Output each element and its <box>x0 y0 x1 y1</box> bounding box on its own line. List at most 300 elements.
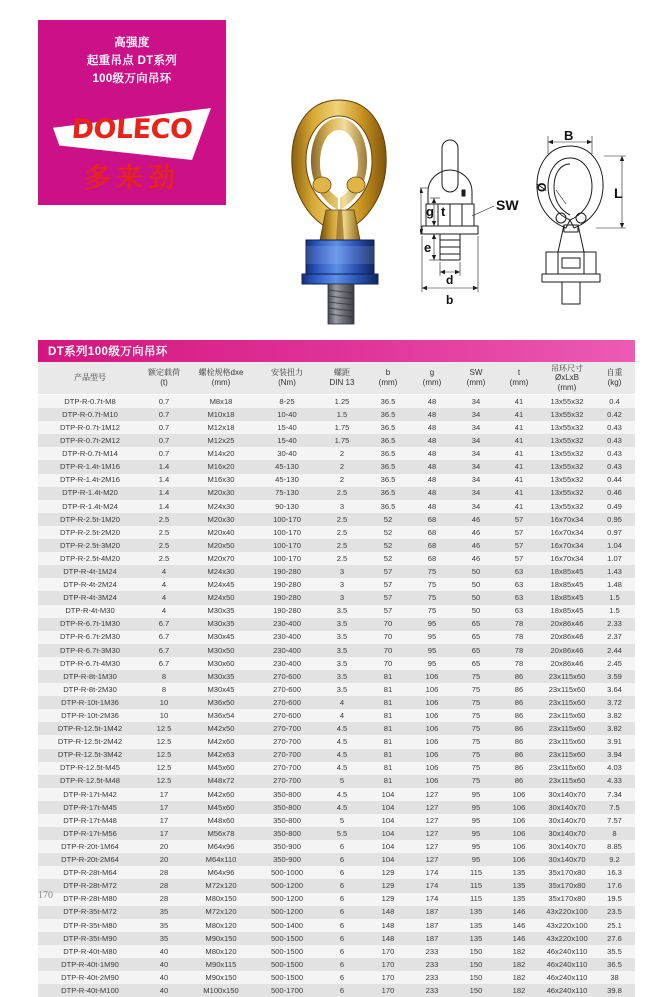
cell-bolt-spec: M90x150 <box>186 971 256 984</box>
cell-ring-size: 18x85x45 <box>540 565 594 578</box>
table-row <box>38 735 635 748</box>
cell-pitch: 6 <box>318 840 366 853</box>
table-row <box>38 644 635 657</box>
table-row <box>38 919 635 932</box>
cell-ring-size: 23x115x60 <box>540 683 594 696</box>
cell-torque: 270-600 <box>256 696 318 709</box>
cell-g: 48 <box>410 421 454 434</box>
cell-sw: 75 <box>454 670 498 683</box>
cell-bolt-spec: M48x60 <box>186 814 256 827</box>
col-header-weight: 自重 (kg) <box>594 362 635 395</box>
cell-ring-size: 18x85x45 <box>540 591 594 604</box>
cell-weight: 0.4 <box>594 395 635 409</box>
cell-wll: 1.4 <box>142 460 186 473</box>
cell-bolt-spec: M48x72 <box>186 775 256 788</box>
cell-weight: 8 <box>594 827 635 840</box>
cell-t: 135 <box>498 866 540 879</box>
cell-t: 135 <box>498 879 540 892</box>
cell-torque: 10-40 <box>256 408 318 421</box>
cell-ring-size: 16x70x34 <box>540 552 594 565</box>
cell-model: DTP-R-1.4t-M20 <box>38 487 142 500</box>
cell-g: 106 <box>410 696 454 709</box>
table-row <box>38 408 635 421</box>
cell-weight: 23.5 <box>594 906 635 919</box>
cell-torque: 45-130 <box>256 460 318 473</box>
cell-bolt-spec: M30x45 <box>186 683 256 696</box>
cell-torque: 270-700 <box>256 722 318 735</box>
cell-b: 36.5 <box>366 421 410 434</box>
cell-g: 187 <box>410 919 454 932</box>
cell-sw: 115 <box>454 879 498 892</box>
cell-t: 146 <box>498 906 540 919</box>
cell-bolt-spec: M20x40 <box>186 526 256 539</box>
cell-wll: 20 <box>142 853 186 866</box>
cell-weight: 2.37 <box>594 631 635 644</box>
cell-wll: 0.7 <box>142 395 186 409</box>
table-row <box>38 395 635 409</box>
cell-weight: 4.33 <box>594 775 635 788</box>
cell-ring-size: 13x55x32 <box>540 434 594 447</box>
table-row <box>38 460 635 473</box>
cell-b: 104 <box>366 788 410 801</box>
cell-t: 63 <box>498 578 540 591</box>
cell-torque: 270-700 <box>256 775 318 788</box>
label-diameter: Ø <box>535 183 549 192</box>
cell-bolt-spec: M24x30 <box>186 500 256 513</box>
cell-wll: 40 <box>142 958 186 971</box>
cell-weight: 7.57 <box>594 814 635 827</box>
cell-wll: 8 <box>142 683 186 696</box>
cell-b: 104 <box>366 814 410 827</box>
cell-g: 75 <box>410 578 454 591</box>
cell-bolt-spec: M30x35 <box>186 670 256 683</box>
cell-torque: 500-1200 <box>256 879 318 892</box>
cell-pitch: 6 <box>318 853 366 866</box>
cell-bolt-spec: M36x54 <box>186 709 256 722</box>
table-row <box>38 526 635 539</box>
cell-weight: 7.5 <box>594 801 635 814</box>
cell-b: 57 <box>366 605 410 618</box>
cell-wll: 4 <box>142 578 186 591</box>
cell-t: 106 <box>498 853 540 866</box>
table-row <box>38 932 635 945</box>
cell-model: DTP-R-12.5t-2M42 <box>38 735 142 748</box>
cell-weight: 0.44 <box>594 474 635 487</box>
cell-t: 41 <box>498 474 540 487</box>
cell-g: 95 <box>410 644 454 657</box>
cell-pitch: 6 <box>318 919 366 932</box>
cell-sw: 75 <box>454 762 498 775</box>
cell-sw: 95 <box>454 853 498 866</box>
cell-t: 182 <box>498 984 540 997</box>
cell-t: 86 <box>498 735 540 748</box>
cell-b: 104 <box>366 853 410 866</box>
cell-model: DTP-R-0.7t-1M12 <box>38 421 142 434</box>
cell-weight: 0.43 <box>594 447 635 460</box>
cell-wll: 4 <box>142 591 186 604</box>
cell-pitch: 2 <box>318 474 366 487</box>
label-B-width: B <box>564 130 573 143</box>
table-row <box>38 631 635 644</box>
cell-g: 48 <box>410 487 454 500</box>
cell-model: DTP-R-17t-M45 <box>38 801 142 814</box>
cell-weight: 1.48 <box>594 578 635 591</box>
cell-t: 106 <box>498 788 540 801</box>
cell-wll: 40 <box>142 971 186 984</box>
cell-b: 81 <box>366 775 410 788</box>
cell-pitch: 2.5 <box>318 526 366 539</box>
col-header-bolt-spec: 螺栓规格dxe (mm) <box>186 362 256 395</box>
cell-sw: 75 <box>454 683 498 696</box>
label-L: L <box>614 185 623 201</box>
table-row <box>38 605 635 618</box>
cell-ring-size: 18x85x45 <box>540 578 594 591</box>
cell-pitch: 3 <box>318 565 366 578</box>
cell-model: DTP-R-17t-M56 <box>38 827 142 840</box>
cell-sw: 65 <box>454 657 498 670</box>
cell-g: 233 <box>410 945 454 958</box>
cell-bolt-spec: M30x50 <box>186 644 256 657</box>
table-row <box>38 853 635 866</box>
cell-model: DTP-R-0.7t-M8 <box>38 395 142 409</box>
technical-drawings <box>420 130 660 325</box>
cell-ring-size: 13x55x32 <box>540 500 594 513</box>
cell-pitch: 4.5 <box>318 788 366 801</box>
cell-b: 129 <box>366 879 410 892</box>
cell-g: 95 <box>410 657 454 670</box>
cell-b: 52 <box>366 513 410 526</box>
cell-torque: 500-1500 <box>256 945 318 958</box>
page-number: 170 <box>38 890 635 901</box>
cell-b: 57 <box>366 578 410 591</box>
hero-section <box>0 0 670 325</box>
cell-pitch: 6 <box>318 945 366 958</box>
cell-weight: 0.95 <box>594 513 635 526</box>
label-g: g <box>426 204 434 219</box>
cell-t: 146 <box>498 919 540 932</box>
cell-ring-size: 13x55x32 <box>540 460 594 473</box>
cell-weight: 4.03 <box>594 762 635 775</box>
cell-sw: 65 <box>454 644 498 657</box>
cell-g: 48 <box>410 460 454 473</box>
cell-ring-size: 13x55x32 <box>540 395 594 409</box>
cell-pitch: 4.5 <box>318 735 366 748</box>
cell-pitch: 6 <box>318 932 366 945</box>
cell-t: 86 <box>498 670 540 683</box>
cell-ring-size: 13x55x32 <box>540 474 594 487</box>
table-row <box>38 971 635 984</box>
cell-weight: 36.5 <box>594 958 635 971</box>
table-body <box>38 395 635 997</box>
cell-weight: 0.43 <box>594 460 635 473</box>
cell-b: 81 <box>366 722 410 735</box>
table-row <box>38 683 635 696</box>
cell-g: 106 <box>410 670 454 683</box>
cell-pitch: 6 <box>318 984 366 997</box>
cell-model: DTP-R-28t-M72 <box>38 879 142 892</box>
cell-g: 233 <box>410 984 454 997</box>
cell-g: 48 <box>410 408 454 421</box>
col-header-t: t (mm) <box>498 362 540 395</box>
cell-sw: 65 <box>454 631 498 644</box>
cell-pitch: 5.5 <box>318 827 366 840</box>
col-header-model: 产品型号 <box>38 362 142 395</box>
cell-torque: 500-1200 <box>256 906 318 919</box>
cell-b: 170 <box>366 958 410 971</box>
cell-weight: 7.34 <box>594 788 635 801</box>
cell-torque: 230-400 <box>256 644 318 657</box>
cell-t: 182 <box>498 945 540 958</box>
cell-pitch: 3.5 <box>318 605 366 618</box>
cell-weight: 1.04 <box>594 539 635 552</box>
table-row <box>38 657 635 670</box>
cell-wll: 17 <box>142 788 186 801</box>
cell-b: 129 <box>366 866 410 879</box>
table-row <box>38 696 635 709</box>
cell-torque: 350-900 <box>256 853 318 866</box>
cell-ring-size: 35x170x80 <box>540 879 594 892</box>
cell-b: 81 <box>366 762 410 775</box>
cell-sw: 95 <box>454 788 498 801</box>
cell-ring-size: 30x140x70 <box>540 827 594 840</box>
table-row <box>38 591 635 604</box>
cell-torque: 15-40 <box>256 434 318 447</box>
cell-torque: 500-1200 <box>256 893 318 906</box>
cell-g: 127 <box>410 788 454 801</box>
cell-b: 36.5 <box>366 487 410 500</box>
cell-t: 106 <box>498 814 540 827</box>
cell-model: DTP-R-2.5t-2M20 <box>38 526 142 539</box>
cell-pitch: 1.75 <box>318 434 366 447</box>
cell-bolt-spec: M64x96 <box>186 866 256 879</box>
cell-g: 106 <box>410 762 454 775</box>
cell-ring-size: 23x115x60 <box>540 722 594 735</box>
cell-sw: 50 <box>454 578 498 591</box>
cell-weight: 38 <box>594 971 635 984</box>
table-row <box>38 618 635 631</box>
cell-torque: 100-170 <box>256 526 318 539</box>
cell-weight: 1.5 <box>594 591 635 604</box>
table-row <box>38 552 635 565</box>
cell-bolt-spec: M30x35 <box>186 618 256 631</box>
table-row <box>38 487 635 500</box>
cell-g: 48 <box>410 395 454 409</box>
cell-t: 86 <box>498 722 540 735</box>
cell-bolt-spec: M42x60 <box>186 735 256 748</box>
cell-ring-size: 13x55x32 <box>540 421 594 434</box>
cell-model: DTP-R-2.5t-1M20 <box>38 513 142 526</box>
cell-t: 86 <box>498 749 540 762</box>
cell-torque: 500-1500 <box>256 958 318 971</box>
cell-wll: 4 <box>142 605 186 618</box>
cell-b: 148 <box>366 906 410 919</box>
cell-model: DTP-R-4t-3M24 <box>38 591 142 604</box>
cell-wll: 35 <box>142 906 186 919</box>
cell-sw: 46 <box>454 526 498 539</box>
cell-ring-size: 23x115x60 <box>540 709 594 722</box>
cell-ring-size: 43x220x100 <box>540 919 594 932</box>
cell-torque: 270-700 <box>256 735 318 748</box>
cell-bolt-spec: M8x18 <box>186 395 256 409</box>
cell-wll: 12.5 <box>142 722 186 735</box>
cell-b: 70 <box>366 631 410 644</box>
logo-chinese-name: 多来劲 <box>47 156 217 195</box>
cell-model: DTP-R-20t-1M64 <box>38 840 142 853</box>
col-header-wll: 额定载荷 (t) <box>142 362 186 395</box>
cell-torque: 500-1400 <box>256 919 318 932</box>
cell-torque: 190-280 <box>256 591 318 604</box>
cell-b: 81 <box>366 683 410 696</box>
cell-wll: 6.7 <box>142 618 186 631</box>
cell-bolt-spec: M64x96 <box>186 840 256 853</box>
cell-weight: 8.85 <box>594 840 635 853</box>
cell-g: 106 <box>410 775 454 788</box>
logo-wordmark: DOLECO <box>46 114 218 145</box>
cell-t: 106 <box>498 840 540 853</box>
cell-pitch: 4.5 <box>318 801 366 814</box>
cell-pitch: 3.5 <box>318 631 366 644</box>
cell-torque: 500-1500 <box>256 971 318 984</box>
cell-wll: 12.5 <box>142 735 186 748</box>
cell-g: 127 <box>410 827 454 840</box>
cell-wll: 1.4 <box>142 474 186 487</box>
cell-g: 75 <box>410 591 454 604</box>
cell-bolt-spec: M42x63 <box>186 749 256 762</box>
cell-g: 95 <box>410 618 454 631</box>
cell-b: 70 <box>366 618 410 631</box>
cell-ring-size: 23x115x60 <box>540 762 594 775</box>
cell-wll: 12.5 <box>142 775 186 788</box>
cell-bolt-spec: M64x110 <box>186 853 256 866</box>
doleco-logo <box>47 104 217 200</box>
table-row <box>38 827 635 840</box>
cell-pitch: 2.5 <box>318 487 366 500</box>
cell-weight: 3.82 <box>594 722 635 735</box>
cell-weight: 17.6 <box>594 879 635 892</box>
cell-weight: 1.43 <box>594 565 635 578</box>
cell-g: 174 <box>410 866 454 879</box>
cell-pitch: 5 <box>318 775 366 788</box>
table-row <box>38 421 635 434</box>
cell-ring-size: 30x140x70 <box>540 801 594 814</box>
cell-b: 81 <box>366 709 410 722</box>
cell-sw: 34 <box>454 474 498 487</box>
cell-torque: 270-600 <box>256 670 318 683</box>
label-e: e <box>424 240 431 255</box>
cell-b: 81 <box>366 696 410 709</box>
cell-torque: 350-800 <box>256 814 318 827</box>
cell-wll: 10 <box>142 709 186 722</box>
cell-bolt-spec: M72x120 <box>186 906 256 919</box>
cell-bolt-spec: M42x60 <box>186 788 256 801</box>
cell-pitch: 4 <box>318 709 366 722</box>
cell-g: 187 <box>410 906 454 919</box>
cell-bolt-spec: M56x78 <box>186 827 256 840</box>
cell-sw: 50 <box>454 591 498 604</box>
cell-b: 170 <box>366 971 410 984</box>
cell-bolt-spec: M20x70 <box>186 552 256 565</box>
label-sw: SW <box>496 197 519 213</box>
cell-pitch: 3.5 <box>318 657 366 670</box>
cell-g: 233 <box>410 958 454 971</box>
cell-torque: 190-280 <box>256 578 318 591</box>
cell-t: 63 <box>498 565 540 578</box>
cell-b: 57 <box>366 591 410 604</box>
cell-ring-size: 16x70x34 <box>540 526 594 539</box>
cell-bolt-spec: M90x115 <box>186 958 256 971</box>
cell-torque: 350-800 <box>256 788 318 801</box>
cell-sw: 50 <box>454 605 498 618</box>
cell-torque: 270-700 <box>256 749 318 762</box>
cell-t: 106 <box>498 801 540 814</box>
cell-b: 36.5 <box>366 434 410 447</box>
cell-weight: 0.43 <box>594 434 635 447</box>
cell-bolt-spec: M12x25 <box>186 434 256 447</box>
cell-pitch: 6 <box>318 866 366 879</box>
cell-sw: 150 <box>454 958 498 971</box>
cell-wll: 6.7 <box>142 644 186 657</box>
cell-t: 41 <box>498 500 540 513</box>
cell-sw: 34 <box>454 460 498 473</box>
table-row <box>38 866 635 879</box>
cell-pitch: 3 <box>318 578 366 591</box>
cell-t: 106 <box>498 827 540 840</box>
cell-pitch: 4 <box>318 696 366 709</box>
cell-sw: 34 <box>454 500 498 513</box>
cell-sw: 150 <box>454 971 498 984</box>
cell-sw: 50 <box>454 565 498 578</box>
cell-ring-size: 16x70x34 <box>540 513 594 526</box>
cell-torque: 8-25 <box>256 395 318 409</box>
cell-sw: 75 <box>454 775 498 788</box>
cell-torque: 100-170 <box>256 539 318 552</box>
table-row <box>38 749 635 762</box>
cell-ring-size: 46x240x110 <box>540 958 594 971</box>
cell-ring-size: 16x70x34 <box>540 539 594 552</box>
table-row <box>38 500 635 513</box>
cell-ring-size: 30x140x70 <box>540 853 594 866</box>
cell-model: DTP-R-1.4t-M24 <box>38 500 142 513</box>
table-row <box>38 840 635 853</box>
cell-ring-size: 13x55x32 <box>540 487 594 500</box>
cell-t: 63 <box>498 591 540 604</box>
cell-sw: 46 <box>454 539 498 552</box>
cell-model: DTP-R-40t-2M90 <box>38 971 142 984</box>
cell-t: 86 <box>498 683 540 696</box>
cell-model: DTP-R-6.7t-4M30 <box>38 657 142 670</box>
cell-ring-size: 23x115x60 <box>540 696 594 709</box>
cell-bolt-spec: M80x150 <box>186 893 256 906</box>
cell-t: 41 <box>498 421 540 434</box>
table-header-row <box>38 362 635 395</box>
cell-ring-size: 23x115x60 <box>540 749 594 762</box>
cell-weight: 3.82 <box>594 709 635 722</box>
cell-t: 146 <box>498 932 540 945</box>
table-row <box>38 474 635 487</box>
cell-g: 106 <box>410 709 454 722</box>
cell-g: 75 <box>410 605 454 618</box>
cell-pitch: 6 <box>318 958 366 971</box>
cell-bolt-spec: M30x60 <box>186 657 256 670</box>
cell-wll: 17 <box>142 801 186 814</box>
cell-b: 36.5 <box>366 460 410 473</box>
cell-model: DTP-R-8t-1M30 <box>38 670 142 683</box>
cell-sw: 46 <box>454 552 498 565</box>
cell-g: 68 <box>410 526 454 539</box>
cell-pitch: 4.5 <box>318 722 366 735</box>
cell-torque: 270-700 <box>256 762 318 775</box>
cell-g: 106 <box>410 735 454 748</box>
